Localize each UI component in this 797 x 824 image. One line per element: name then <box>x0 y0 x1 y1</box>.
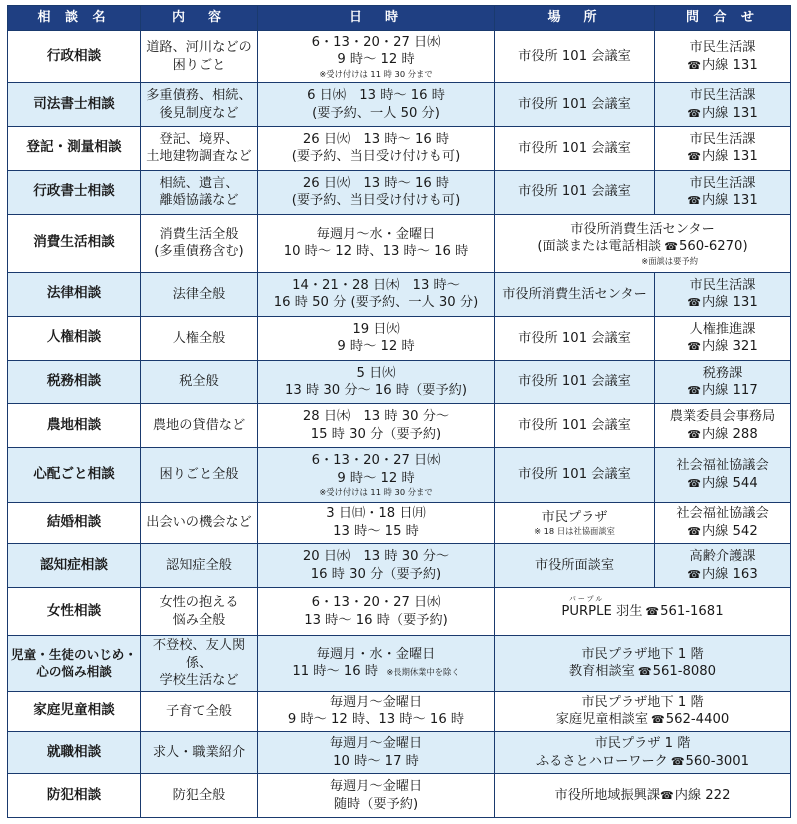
contact-extension: ☎ 内線 131 <box>657 192 788 209</box>
table-row <box>8 170 791 214</box>
contact-extension: ☎ 内線 321 <box>657 338 788 355</box>
contact-department: 高齢介護課 <box>689 549 756 565</box>
content-line: 税全般 <box>179 374 219 390</box>
consultation-place <box>495 170 655 214</box>
datetime-line: 毎週月〜金曜日 <box>329 779 423 795</box>
contact-department: 税務課 <box>702 365 743 381</box>
datetime-line: 9 時〜 12 時 <box>337 470 415 486</box>
header-contact: 問 合 せ <box>655 6 791 31</box>
contact-extension: ☎ 内線 542 <box>657 523 788 540</box>
consultation-datetime <box>258 544 495 588</box>
contact-department: 市民生活課 <box>689 131 756 147</box>
place-note: ※ 18 日は社協面談室 <box>534 526 615 537</box>
consultation-datetime <box>258 404 495 448</box>
datetime-line: 15 時 30 分（要予約) <box>310 426 442 442</box>
datetime-line: 3 日㈰・18 日㈪ <box>326 506 426 522</box>
datetime-line: 14・21・28 日㈭ 13 時〜 <box>292 278 460 293</box>
consultation-place <box>495 544 655 588</box>
datetime-line: 26 日㈫ 13 時〜 16 時 <box>302 175 450 191</box>
consultation-datetime <box>258 360 495 404</box>
consultation-place <box>495 273 655 317</box>
consultation-content <box>141 732 258 774</box>
content-line: 消費生活全般 <box>159 226 239 242</box>
place-line: 市民プラザ <box>541 509 608 525</box>
place-and-contact <box>495 732 791 774</box>
consultation-datetime <box>258 316 495 360</box>
contact-department: 市民生活課 <box>689 40 756 56</box>
content-line: 子育て全般 <box>166 703 232 719</box>
consultation-datetime <box>258 31 495 83</box>
content-line: 法律全般 <box>172 286 226 302</box>
content-line: 相続、遺言、 <box>159 175 239 191</box>
place-line: 市役所 101 会議室 <box>518 140 631 156</box>
place-line: (面談または電話相談☎ 560-6270) <box>497 238 788 255</box>
consultation-content <box>141 404 258 448</box>
phone-number: ☎ 560-6270) <box>664 239 747 254</box>
consultation-name: 登記・測量相談 <box>8 126 141 170</box>
consultation-contact <box>655 448 791 502</box>
header-content: 内 容 <box>141 6 258 31</box>
content-line: (多重債務含む) <box>154 244 244 260</box>
consultation-datetime <box>258 691 495 732</box>
consultation-content <box>141 691 258 732</box>
consultation-place <box>495 404 655 448</box>
header-datetime: 日 時 <box>258 6 495 31</box>
consultation-datetime <box>258 636 495 692</box>
place-and-contact <box>495 774 791 818</box>
datetime-line: 9 時〜 12 時 <box>337 52 415 68</box>
datetime-line: 9 時〜 12 時、13 時〜 16 時 <box>287 712 465 728</box>
table-row <box>8 636 791 692</box>
content-line: 学校生活など <box>159 673 239 689</box>
place-line: 市役所 101 会議室 <box>518 96 631 112</box>
contact-extension: ☎ 内線 117 <box>657 382 788 399</box>
datetime-line: 13 時〜 15 時 <box>333 523 419 539</box>
table-row <box>8 732 791 774</box>
contact-extension: ☎ 内線 544 <box>657 475 788 492</box>
content-line: 出会いの機会など <box>146 515 252 531</box>
datetime-line: 19 日㈫ <box>352 321 400 337</box>
consultation-name: 行政相談 <box>8 31 141 83</box>
content-line: 後見制度など <box>159 105 239 121</box>
content-line: 農地の貸借など <box>152 418 246 434</box>
consultation-name: 認知症相談 <box>8 544 141 588</box>
table-row <box>8 126 791 170</box>
table-row <box>8 588 791 636</box>
contact-extension: ☎ 内線 163 <box>657 566 788 583</box>
contact-department: 人権推進課 <box>689 321 756 337</box>
place-and-contact <box>495 636 791 692</box>
extension-number: ☎ 内線 222 <box>660 788 730 803</box>
consultation-place <box>495 448 655 502</box>
datetime-note: ※受け付けは 11 時 30 分まで <box>319 487 433 498</box>
place-line: 市民プラザ地下 1 階 <box>581 646 704 662</box>
consultation-content <box>141 588 258 636</box>
datetime-line: 6・13・20・27 日㈬ <box>311 595 441 611</box>
phone-number: ☎ 561-1681 <box>645 604 723 619</box>
place-line: ふるさとハローワーク☎ 560-3001 <box>497 753 788 770</box>
datetime-line: (要予約、一人 50 分) <box>312 105 440 121</box>
consultation-contact <box>655 360 791 404</box>
datetime-line: 9 時〜 12 時 <box>337 339 415 355</box>
consultation-datetime <box>258 732 495 774</box>
consultation-datetime <box>258 83 495 127</box>
content-line: 人権全般 <box>172 330 226 346</box>
phone-number: ☎ 562-4400 <box>651 712 729 727</box>
consultation-name: 就職相談 <box>8 732 141 774</box>
table-row <box>8 83 791 127</box>
consultation-contact <box>655 126 791 170</box>
table-row <box>8 316 791 360</box>
table-header-row <box>8 6 791 31</box>
content-line: 不登校、友人関係、 <box>152 638 246 671</box>
content-line: 離婚協議など <box>159 193 239 209</box>
consultation-name: 司法書士相談 <box>8 83 141 127</box>
consultation-name-line: 児童・生徒のいじめ・ <box>11 647 137 663</box>
contact-department: 社会福祉協議会 <box>676 458 769 474</box>
place-and-contact <box>495 214 791 272</box>
datetime-line: 11 時〜 16 時 ※長期休業中を除く <box>292 664 460 680</box>
table-row <box>8 691 791 732</box>
datetime-line: 26 日㈫ 13 時〜 16 時 <box>302 131 450 147</box>
consultation-content <box>141 170 258 214</box>
table-row <box>8 273 791 317</box>
datetime-line: 6 日㈬ 13 時〜 16 時 <box>307 88 445 104</box>
datetime-line: 10 時〜 17 時 <box>333 753 419 769</box>
place-and-contact <box>495 588 791 636</box>
table-row <box>8 448 791 502</box>
consultation-content <box>141 273 258 317</box>
place-line: 市役所面談室 <box>534 557 615 573</box>
place-line: 市民プラザ 1 階 <box>594 736 691 752</box>
ruby-reading: パープル <box>568 594 605 603</box>
place-line: 市役所 101 会議室 <box>518 48 631 64</box>
header-place: 場 所 <box>495 6 655 31</box>
datetime-line: (要予約、当日受け付けも可) <box>291 149 461 165</box>
consultation-place <box>495 83 655 127</box>
content-line: 防犯全般 <box>172 787 226 803</box>
consultation-name: 家庭児童相談 <box>8 691 141 732</box>
contact-department: 市民生活課 <box>689 88 756 104</box>
consultation-place <box>495 360 655 404</box>
consultation-datetime <box>258 214 495 272</box>
content-line: 求人・職業紹介 <box>152 744 246 760</box>
consultation-content <box>141 83 258 127</box>
place-line: 市役所消費生活センター <box>502 286 647 302</box>
consultation-content <box>141 360 258 404</box>
datetime-line: 毎週月・水・金曜日 <box>316 646 436 662</box>
place-line: 市役所消費生活センター <box>570 221 715 237</box>
consultation-datetime <box>258 126 495 170</box>
consultation-name: 心配ごと相談 <box>8 448 141 502</box>
datetime-line: 28 日㈭ 13 時 30 分〜 <box>302 409 450 425</box>
content-line: 悩み全般 <box>172 612 226 628</box>
consultation-name: 女性相談 <box>8 588 141 636</box>
consultation-content <box>141 636 258 692</box>
consultation-contact <box>655 502 791 544</box>
place-line: 市役所地域振興課☎ 内線 222 <box>497 787 788 804</box>
consultation-name: 農地相談 <box>8 404 141 448</box>
content-line: 困りごと <box>172 57 226 73</box>
table-row <box>8 544 791 588</box>
place-line: パープル PURPLE 羽生☎ 561-1681 <box>497 603 788 620</box>
datetime-line: 20 日㈬ 13 時 30 分〜 <box>302 549 450 565</box>
consultation-datetime <box>258 502 495 544</box>
consultation-name: 行政書士相談 <box>8 170 141 214</box>
consultation-datetime <box>258 588 495 636</box>
place-line: 市民プラザ地下 1 階 <box>581 695 704 711</box>
phone-number: ☎ 561-8080 <box>638 664 716 679</box>
datetime-line: 5 日㈫ <box>356 365 396 381</box>
consultation-name-line: 心の悩み相談 <box>36 664 112 680</box>
contact-department: 市民生活課 <box>689 278 756 293</box>
consultation-content <box>141 31 258 83</box>
contact-department: 社会福祉協議会 <box>676 506 769 522</box>
datetime-note: ※長期休業中を除く <box>378 667 460 678</box>
consultation-contact <box>655 404 791 448</box>
consultation-table <box>7 5 791 818</box>
table-row <box>8 502 791 544</box>
datetime-line: (要予約、当日受け付けも可) <box>291 193 461 209</box>
consultation-place <box>495 502 655 544</box>
consultation-name: 結婚相談 <box>8 502 141 544</box>
place-line: 教育相談室☎ 561-8080 <box>497 663 788 680</box>
table-row <box>8 360 791 404</box>
place-line: 市役所 101 会議室 <box>518 418 631 434</box>
consultation-place <box>495 316 655 360</box>
consultation-datetime <box>258 774 495 818</box>
header-name: 相 談 名 <box>8 6 141 31</box>
consultation-name: 防犯相談 <box>8 774 141 818</box>
content-line: 多重債務、相続、 <box>146 88 252 104</box>
table-row <box>8 214 791 272</box>
place-line: 市役所 101 会議室 <box>518 374 631 390</box>
consultation-contact <box>655 544 791 588</box>
consultation-place <box>495 31 655 83</box>
content-line: 女性の抱える <box>159 595 239 611</box>
datetime-line: 6・13・20・27 日㈬ <box>311 34 441 50</box>
consultation-contact <box>655 31 791 83</box>
contact-extension: ☎ 内線 131 <box>657 148 788 165</box>
consultation-content <box>141 544 258 588</box>
consultation-contact <box>655 316 791 360</box>
consultation-contact <box>655 273 791 317</box>
content-line: 道路、河川などの <box>146 40 252 56</box>
datetime-line: 6・13・20・27 日㈬ <box>311 453 441 469</box>
datetime-line: 13 時〜 16 時（要予約) <box>304 612 448 628</box>
datetime-line: 16 時 30 分（要予約) <box>310 566 442 582</box>
place-note: ※面談は要予約 <box>641 255 698 266</box>
table-row <box>8 404 791 448</box>
consultation-content <box>141 502 258 544</box>
contact-department: 農業委員会事務局 <box>669 409 776 425</box>
contact-extension: ☎ 内線 131 <box>657 57 788 74</box>
consultation-contact <box>655 170 791 214</box>
contact-extension: ☎ 内線 131 <box>657 294 788 311</box>
place-and-contact <box>495 691 791 732</box>
consultation-name: 法律相談 <box>8 273 141 317</box>
consultation-name: 消費生活相談 <box>8 214 141 272</box>
contact-department: 市民生活課 <box>689 175 756 191</box>
content-line: 土地建物調査など <box>146 149 252 165</box>
consultation-schedule <box>7 5 790 818</box>
contact-extension: ☎ 内線 288 <box>657 426 788 443</box>
consultation-datetime <box>258 170 495 214</box>
place-line: 市役所 101 会議室 <box>518 330 631 346</box>
consultation-content <box>141 316 258 360</box>
consultation-place <box>495 126 655 170</box>
consultation-content <box>141 774 258 818</box>
phone-number: ☎ 560-3001 <box>671 754 749 769</box>
datetime-line: 毎週月〜水・金曜日 <box>316 226 436 242</box>
content-line: 困りごと全般 <box>159 467 239 483</box>
consultation-name <box>8 636 141 692</box>
place-line: 市役所 101 会議室 <box>518 184 631 200</box>
consultation-name: 人権相談 <box>8 316 141 360</box>
datetime-line: 16 時 50 分 (要予約、一人 30 分) <box>273 295 479 311</box>
consultation-name: 税務相談 <box>8 360 141 404</box>
datetime-line: 13 時 30 分〜 16 時（要予約) <box>285 383 467 399</box>
consultation-content <box>141 126 258 170</box>
datetime-line: 毎週月〜金曜日 <box>329 695 423 711</box>
table-row <box>8 31 791 83</box>
content-line: 認知症全般 <box>166 557 232 573</box>
content-line: 登記、境界、 <box>159 131 239 147</box>
consultation-datetime <box>258 448 495 502</box>
consultation-content <box>141 448 258 502</box>
consultation-contact <box>655 83 791 127</box>
place-line: 市役所 101 会議室 <box>518 467 631 483</box>
datetime-line: 毎週月〜金曜日 <box>329 736 423 752</box>
datetime-line: 10 時〜 12 時、13 時〜 16 時 <box>283 244 469 260</box>
datetime-line: 随時（要予約) <box>333 796 419 812</box>
table-row <box>8 774 791 818</box>
consultation-datetime <box>258 273 495 317</box>
datetime-note: ※受け付けは 11 時 30 分まで <box>319 68 433 79</box>
consultation-content <box>141 214 258 272</box>
contact-extension: ☎ 内線 131 <box>657 105 788 122</box>
place-line: 家庭児童相談室☎ 562-4400 <box>497 711 788 728</box>
